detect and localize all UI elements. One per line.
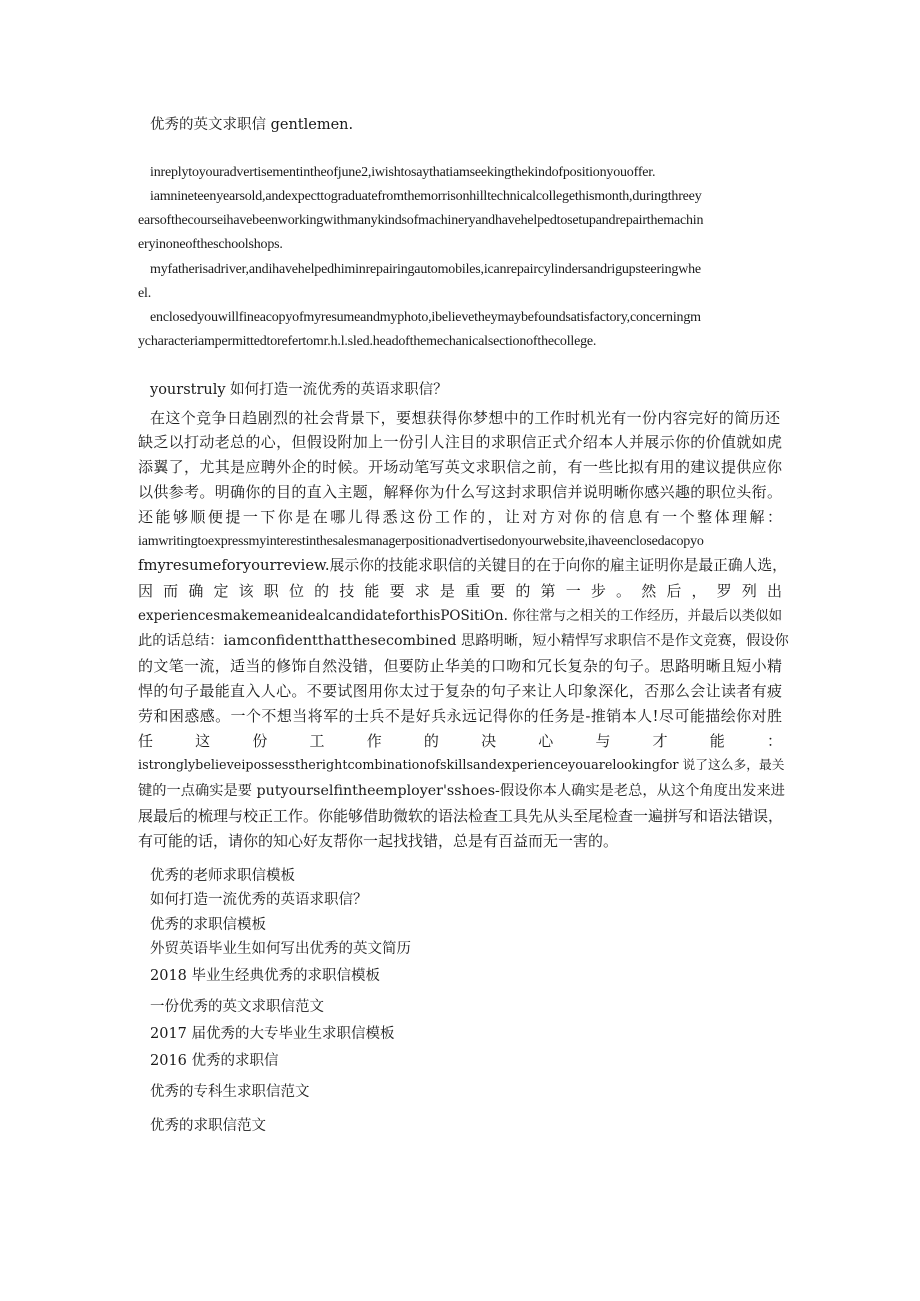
letter-line: ycharacteriampermittedtorefertomr.h.l.sled.headofthemechanicalsectionofthecollege. [138, 334, 597, 349]
related-link[interactable]: 一份优秀的英文求职信范文 [150, 999, 324, 1015]
article-line: 劳和困惑感。一个不想当将军的士兵不是好兵永远记得你的任务是-推销本人!尽可能描绘你对胜 [138, 707, 782, 725]
letter-line: el. [138, 286, 152, 301]
related-link[interactable]: 2017 届优秀的大专毕业生求职信模板 [150, 1026, 395, 1042]
article-line: 有可能的话，请你的知心好友帮你一起找找错，总是有百益而无一害的。 [138, 832, 619, 850]
article-line: istronglybelieveipossesstherightcombinationofskillsandexperienceyouarelookingfor 说了这么多，最关 [138, 758, 785, 773]
related-link[interactable]: 优秀的求职信范文 [150, 1118, 266, 1134]
related-link[interactable]: 外贸英语毕业生如何写出优秀的英文简历 [150, 941, 411, 957]
related-link[interactable]: 优秀的专科生求职信范文 [150, 1084, 310, 1100]
article-line: 展最后的梳理与校正工作。你能够借助微软的语法检查工具先从头至尾检查一遍拼写和语法错误， [138, 807, 784, 825]
letter-line: enclosedyouwillfineacopyofmyresumeandmyphoto,ibelievetheymaybefoundsatisfactory,concerningm [150, 310, 701, 325]
related-link[interactable]: 优秀的老师求职信模板 [150, 868, 295, 884]
related-link[interactable]: 2018 毕业生经典优秀的求职信模板 [150, 968, 381, 984]
article-line: iamwritingtoexpressmyinterestinthesalesmanagerpositionadvertisedonyourwebsite,ihaveenclosedacopyo [138, 534, 704, 549]
letter-line: earsofthecourseihavebeenworkingwithmanykindsofmachineryandhavehelpedtosetupandrepairthemachin [138, 213, 704, 228]
letter-line: inreplytoyouradvertisementintheofjune2,iwishtosaythatiamseekingthekindofpositionyouoffer. [150, 165, 656, 180]
article-line: 缺乏以打动老总的心，但假设附加上一份引人注目的求职信正式介绍本人并展示你的价值就如虎 [138, 433, 782, 451]
article-line: 还能够顺便提一下你是在哪儿得悉这份工作的，让对方对你的信息有一个整体理解： [138, 508, 782, 526]
related-link[interactable]: 如何打造一流优秀的英语求职信？ [150, 892, 368, 908]
related-link[interactable]: 2016 优秀的求职信 [150, 1053, 279, 1069]
article-line: 任这份工作的决心与才能： [138, 732, 782, 750]
article-line: 在这个竞争日趋剧烈的社会背景下，要想获得你梦想中的工作时机光有一份内容完好的简历还 [150, 409, 780, 427]
article-line: experiencesmakemeanidealcandidateforthisPOSitiOn. 你往常与之相关的工作经历，并最后以类似如 [138, 608, 783, 624]
article-line: 此的话总结：iamconfidentthatthesecombined 思路明晰，短小精悍写求职信不是作文竞赛，假设你 [138, 633, 789, 649]
article-line: 以供参考。明确你的目的直入主题，解释你为什么写这封求职信并说明晰你感兴趣的职位头衔。 [138, 483, 782, 501]
article-line: 悍的句子最能直入人心。不要试图用你太过于复杂的句子来让人印象深化，否那么会让读者有疲 [138, 682, 782, 700]
letter-line: myfatherisadriver,andihavehelpedhiminrepairingautomobiles,icanrepaircylindersandrigupsteeringwhe [150, 262, 701, 277]
article-line: 因而确定该职位的技能要求是重要的第一步。然后，罗列出 [138, 582, 782, 600]
related-link[interactable]: 优秀的求职信模板 [150, 917, 266, 933]
article-line: 键的一点确实是要 putyourselfintheemployer'sshoes-假设你本人确实是老总，从这个角度出发来进 [138, 783, 785, 799]
article-line: 添翼了，尤其是应聘外企的时候。开场动笔写英文求职信之前，有一些比拟有用的建议提供应你 [138, 458, 782, 476]
letter-line: eryinoneoftheschoolshops. [138, 237, 283, 252]
letter-line: iamnineteenyearsold,andexpecttograduatefromthemorrisonhilltechnicalcollegethismonth,duringthreey [150, 189, 702, 204]
article-heading: yourstruly 如何打造一流优秀的英语求职信？ [150, 382, 448, 398]
article-line: 的文笔一流，适当的修饰自然没错，但要防止华美的口吻和冗长复杂的句子。思路明晰且短小精 [138, 657, 782, 675]
letter-title: 优秀的英文求职信 gentlemen. [150, 117, 354, 133]
article-line: fmyresumeforyourreview.展示你的技能求职信的关键目的在于向你的雇主证明你是最正确人选， [138, 557, 787, 574]
